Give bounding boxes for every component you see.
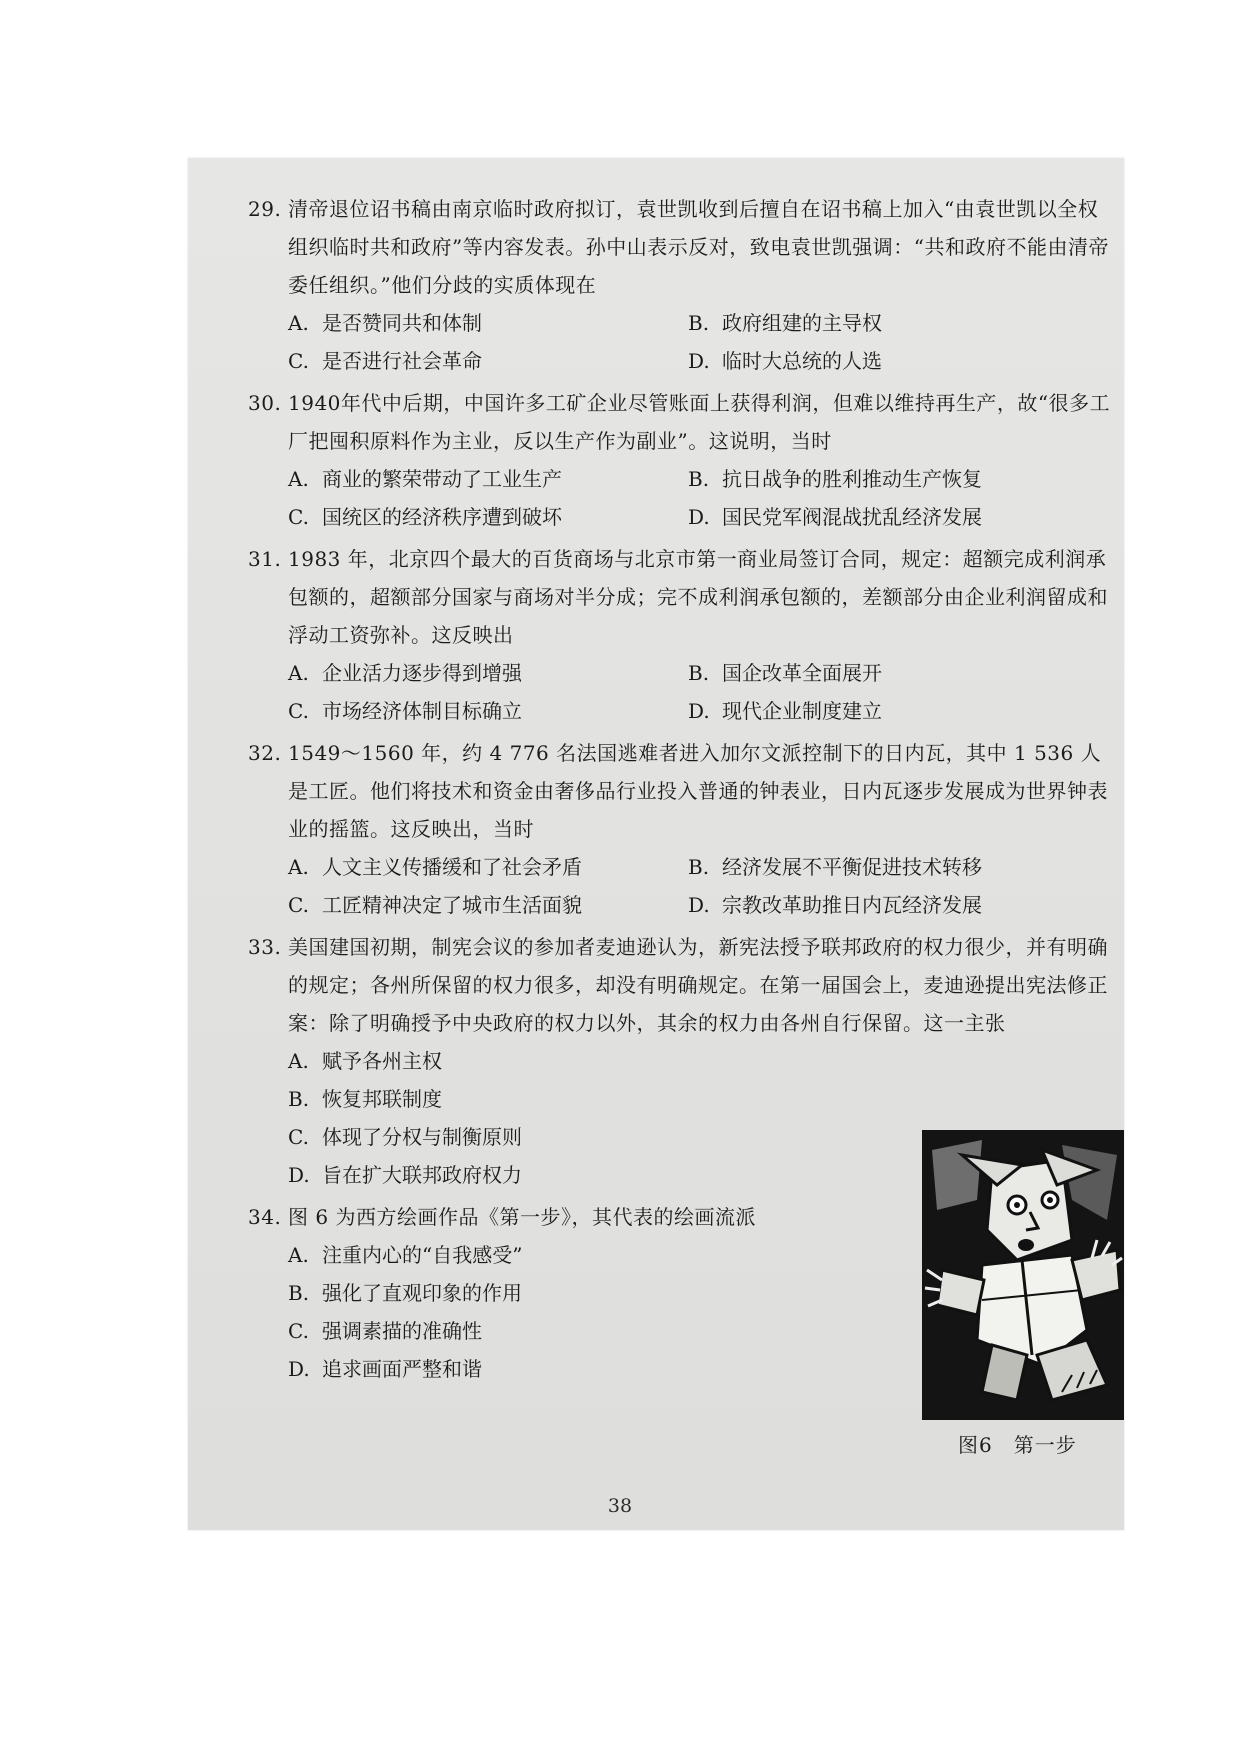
option-b[interactable]: [688, 654, 1108, 692]
option-letter: A.: [288, 467, 309, 491]
option-group: [248, 1236, 868, 1388]
question-stem: [248, 928, 1118, 1042]
option-letter: C.: [288, 699, 309, 723]
question-text: 1940年代中后期，中国许多工矿企业尽管账面上获得利润，但难以维持再生产，故“很多工厂把囤积原料作为主业，反以生产作为副业”。这说明，当时: [288, 391, 1111, 453]
option-text: 市场经济体制目标确立: [322, 699, 522, 723]
option-text: 追求画面严整和谐: [322, 1357, 482, 1381]
option-d[interactable]: [688, 692, 1108, 730]
option-letter: D.: [688, 349, 710, 373]
option-letter: A.: [288, 1243, 309, 1267]
option-text: 经济发展不平衡促进技术转移: [722, 855, 982, 879]
option-text: 国企改革全面展开: [722, 661, 882, 685]
option-c[interactable]: [288, 1118, 688, 1156]
figure-caption: 图6 第一步: [958, 1433, 1077, 1457]
option-b[interactable]: [688, 848, 1108, 886]
option-group: [248, 848, 1118, 924]
question-number: 34.: [248, 1205, 282, 1229]
option-d[interactable]: [688, 498, 1108, 536]
option-a[interactable]: [288, 1236, 688, 1274]
question-stem: [248, 1198, 868, 1236]
option-text: 强化了直观印象的作用: [322, 1281, 522, 1305]
question-31: [248, 540, 1118, 730]
question-text: 1983 年，北京四个最大的百货商场与北京市第一商业局签订合同，规定：超额完成利润承包额的，超额部分国家与商场对半分成；完不成利润承包额的，差额部分由企业利润留成和浮动工资弥补。这反映出: [288, 547, 1108, 647]
option-letter: C.: [288, 349, 309, 373]
option-text: 是否进行社会革命: [322, 349, 482, 373]
option-letter: D.: [688, 699, 710, 723]
option-c[interactable]: [288, 886, 688, 924]
option-letter: C.: [288, 893, 309, 917]
option-text: 企业活力逐步得到增强: [322, 661, 522, 685]
option-letter: B.: [288, 1087, 310, 1111]
question-29: [248, 190, 1118, 380]
option-letter: D.: [688, 505, 710, 529]
option-d[interactable]: [688, 342, 1108, 380]
option-group: [248, 654, 1118, 730]
option-letter: A.: [288, 1049, 309, 1073]
cubist-painting-image: [922, 1130, 1124, 1420]
option-d[interactable]: [688, 886, 1108, 924]
option-group: [248, 460, 1118, 536]
option-a[interactable]: [288, 848, 688, 886]
question-stem: [248, 540, 1118, 654]
option-b[interactable]: [688, 460, 1108, 498]
option-letter: A.: [288, 855, 309, 879]
option-text: 国民党军阀混战扰乱经济发展: [722, 505, 982, 529]
option-text: 体现了分权与制衡原则: [322, 1125, 522, 1149]
option-text: 国统区的经济秩序遭到破坏: [322, 505, 562, 529]
question-34: [248, 1198, 868, 1388]
question-text: 图 6 为西方绘画作品《第一步》，其代表的绘画流派: [288, 1205, 756, 1229]
option-letter: D.: [288, 1357, 310, 1381]
question-number: 30.: [248, 391, 282, 415]
option-text: 是否赞同共和体制: [322, 311, 482, 335]
option-b[interactable]: [288, 1274, 688, 1312]
option-text: 宗教改革助推日内瓦经济发展: [722, 893, 982, 917]
option-c[interactable]: [288, 1312, 688, 1350]
option-text: 赋予各州主权: [322, 1049, 442, 1073]
option-group: [248, 304, 1118, 380]
option-letter: A.: [288, 311, 309, 335]
question-stem: [248, 190, 1118, 304]
option-d[interactable]: [288, 1350, 688, 1388]
question-32: [248, 734, 1118, 924]
question-text: 美国建国初期，制宪会议的参加者麦迪逊认为，新宪法授予联邦政府的权力很少，并有明确的规定；各州所保留的权力很多，却没有明确规定。在第一届国会上，麦迪逊提出宪法修正案：除了明确授予中央政府的权力以外，其余的权力由各州自行保留。这一主张: [288, 935, 1108, 1035]
question-number: 33.: [248, 935, 282, 959]
option-c[interactable]: [288, 342, 688, 380]
page-number: 38: [607, 1495, 633, 1517]
question-text: 1549～1560 年，约 4 776 名法国逃难者进入加尔文派控制下的日内瓦，其中 1 536 人是工匠。他们将技术和资金由奢侈品行业投入普通的钟表业，日内瓦逐步发展成为世界钟表业的摇篮。这反映出，当时: [288, 741, 1108, 841]
option-letter: B.: [688, 855, 710, 879]
question-stem: [248, 734, 1118, 848]
option-text: 旨在扩大联邦政府权力: [322, 1163, 522, 1187]
option-text: 人文主义传播缓和了社会矛盾: [322, 855, 582, 879]
option-text: 恢复邦联制度: [322, 1087, 442, 1111]
option-b[interactable]: [288, 1080, 688, 1118]
option-text: 注重内心的“自我感受”: [322, 1243, 523, 1267]
option-text: 政府组建的主导权: [722, 311, 882, 335]
question-number: 32.: [248, 741, 282, 765]
question-30: [248, 384, 1118, 536]
option-letter: D.: [288, 1163, 310, 1187]
option-a[interactable]: [288, 654, 688, 692]
option-a[interactable]: [288, 304, 688, 342]
question-text: 清帝退位诏书稿由南京临时政府拟订，袁世凯收到后擅自在诏书稿上加入“由袁世凯以全权组织临时共和政府”等内容发表。孙中山表示反对，致电袁世凯强调：“共和政府不能由清帝委任组织。”他们分歧的实质体现在: [288, 197, 1109, 297]
option-letter: C.: [288, 1319, 309, 1343]
option-letter: C.: [288, 505, 309, 529]
option-letter: B.: [288, 1281, 310, 1305]
option-text: 强调素描的准确性: [322, 1319, 482, 1343]
option-text: 抗日战争的胜利推动生产恢复: [722, 467, 982, 491]
option-a[interactable]: [288, 1042, 688, 1080]
option-letter: C.: [288, 1125, 309, 1149]
option-c[interactable]: [288, 692, 688, 730]
option-a[interactable]: [288, 460, 688, 498]
option-letter: B.: [688, 661, 710, 685]
painting-figure: [922, 1130, 1124, 1420]
option-text: 工匠精神决定了城市生活面貌: [322, 893, 582, 917]
option-letter: B.: [688, 467, 710, 491]
question-stem: [248, 384, 1118, 460]
question-number: 31.: [248, 547, 282, 571]
option-d[interactable]: [288, 1156, 688, 1194]
option-text: 现代企业制度建立: [722, 699, 882, 723]
option-c[interactable]: [288, 498, 688, 536]
option-letter: D.: [688, 893, 710, 917]
option-letter: A.: [288, 661, 309, 685]
option-text: 临时大总统的人选: [722, 349, 882, 373]
option-letter: B.: [688, 311, 710, 335]
option-text: 商业的繁荣带动了工业生产: [322, 467, 562, 491]
question-number: 29.: [248, 197, 282, 221]
option-b[interactable]: [688, 304, 1108, 342]
